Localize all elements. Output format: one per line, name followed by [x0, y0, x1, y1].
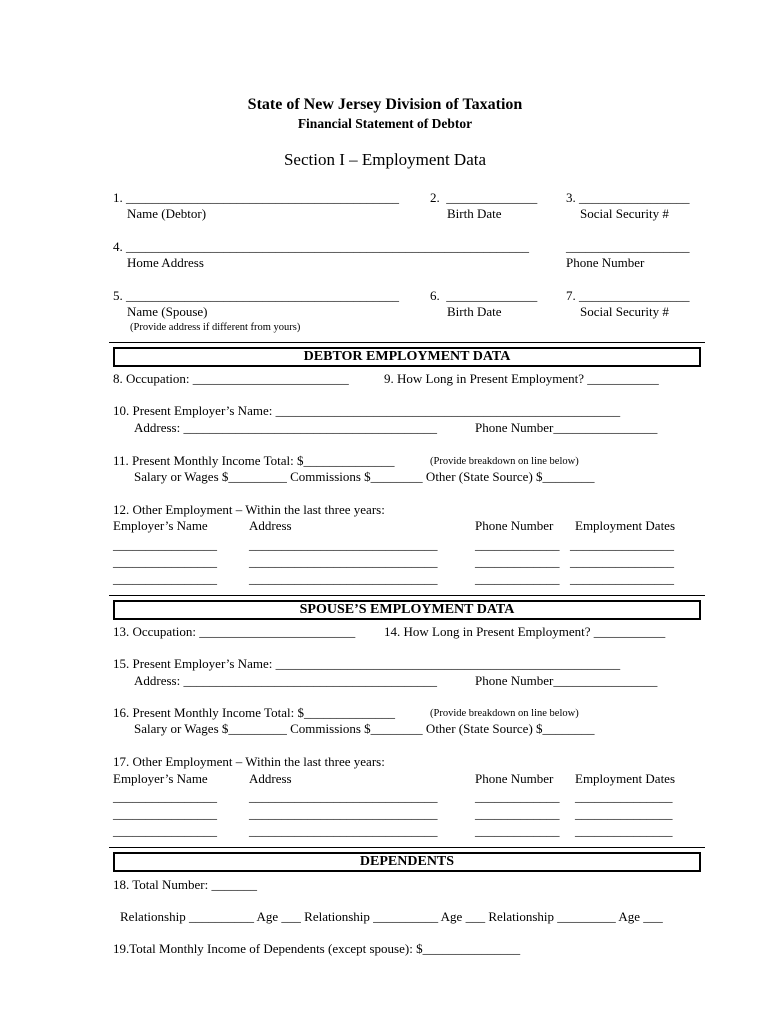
debtor-birth-date-label: Birth Date [447, 206, 502, 221]
debtor-income-note: (Provide breakdown on line below) [430, 456, 579, 467]
spouse-other-phone-blank[interactable]: _____________ [475, 806, 560, 821]
spouse-how-long-field[interactable]: 14. How Long in Present Employment? ___________ [384, 624, 666, 639]
spouse-employer-phone-field[interactable]: Phone Number________________ [475, 673, 658, 688]
section-title: Section I – Employment Data [283, 150, 487, 169]
spouse-employer-address-field[interactable]: Address: _______________________________________ [134, 673, 437, 688]
debtor-income-field[interactable]: 11. Present Monthly Income Total: $______________ [113, 453, 395, 468]
spouse-other-dates-blank[interactable]: _______________ [575, 823, 673, 838]
debtor-name-field[interactable]: 1. __________________________________________ [113, 190, 399, 205]
dependents-banner: DEPENDENTS [113, 852, 701, 872]
spouse-other-employer-blank[interactable]: ________________ [113, 789, 217, 804]
spouse-birth-date-field[interactable]: 6. ______________ [430, 288, 538, 303]
debtor-other-dates-blank[interactable]: ________________ [570, 537, 674, 552]
spouse-name-field[interactable]: 5. __________________________________________ [113, 288, 399, 303]
phone-number-field[interactable]: ___________________ [566, 239, 690, 254]
debtor-name-label: Name (Debtor) [127, 206, 207, 221]
form-title: Financial Statement of Debtor [297, 116, 473, 131]
spouse-income-note: (Provide breakdown on line below) [430, 708, 579, 719]
spouse-address-note: (Provide address if different from yours) [130, 322, 301, 333]
dependents-relationships-row[interactable]: Relationship __________ Age ___ Relationship __________ Age ___ Relationship _________ Age ___ [120, 909, 663, 924]
debtor-ssn-field[interactable]: 3. _________________ [566, 190, 690, 205]
debtor-other-address-blank[interactable]: _____________________________ [249, 571, 438, 586]
col-employment-dates: Employment Dates [575, 518, 676, 533]
col-employer-name: Employer’s Name [113, 518, 208, 533]
spouse-employment-banner: SPOUSE’S EMPLOYMENT DATA [113, 600, 701, 620]
col-phone-number: Phone Number [475, 518, 554, 533]
debtor-employer-address-field[interactable]: Address: _______________________________________ [134, 420, 437, 435]
agency-title: State of New Jersey Division of Taxation [247, 96, 523, 113]
spouse-birth-date-label: Birth Date [447, 304, 502, 319]
spouse-other-dates-blank[interactable]: _______________ [575, 806, 673, 821]
debtor-other-employer-blank[interactable]: ________________ [113, 571, 217, 586]
debtor-other-dates-blank[interactable]: ________________ [570, 554, 674, 569]
spouse-other-address-blank[interactable]: _____________________________ [249, 823, 438, 838]
debtor-other-address-blank[interactable]: _____________________________ [249, 537, 438, 552]
spouse-employer-field[interactable]: 15. Present Employer’s Name: _____________________________________________________ [113, 656, 621, 671]
debtor-other-employment-heading: 12. Other Employment – Within the last three years: [113, 502, 385, 517]
spouse-income-field[interactable]: 16. Present Monthly Income Total: $______________ [113, 705, 395, 720]
debtor-other-phone-blank[interactable]: _____________ [475, 554, 560, 569]
spouse-other-employer-blank[interactable]: ________________ [113, 823, 217, 838]
section-divider [109, 342, 705, 343]
debtor-other-employer-blank[interactable]: ________________ [113, 554, 217, 569]
debtor-other-phone-blank[interactable]: _____________ [475, 537, 560, 552]
debtor-other-dates-blank[interactable]: ________________ [570, 571, 674, 586]
spouse-ssn-field[interactable]: 7. _________________ [566, 288, 690, 303]
col-employer-name: Employer’s Name [113, 771, 208, 786]
home-address-field[interactable]: 4. ______________________________________________________________ [113, 239, 529, 254]
debtor-occupation-field[interactable]: 8. Occupation: ________________________ [113, 371, 349, 386]
col-address: Address [249, 518, 292, 533]
col-employment-dates: Employment Dates [575, 771, 676, 786]
section-divider [109, 595, 705, 596]
spouse-income-breakdown[interactable]: Salary or Wages $_________ Commissions $________ Other (State Source) $________ [134, 721, 595, 736]
spouse-other-phone-blank[interactable]: _____________ [475, 823, 560, 838]
debtor-ssn-label: Social Security # [580, 206, 669, 221]
spouse-other-employer-blank[interactable]: ________________ [113, 806, 217, 821]
col-phone-number: Phone Number [475, 771, 554, 786]
dependents-income-field[interactable]: 19.Total Monthly Income of Dependents (except spouse): $_______________ [113, 941, 521, 956]
col-address: Address [249, 771, 292, 786]
debtor-other-employer-blank[interactable]: ________________ [113, 537, 217, 552]
dependents-total-field[interactable]: 18. Total Number: _______ [113, 877, 258, 892]
spouse-ssn-label: Social Security # [580, 304, 669, 319]
debtor-employment-banner: DEBTOR EMPLOYMENT DATA [113, 347, 701, 367]
home-address-label: Home Address [127, 255, 204, 270]
debtor-other-address-blank[interactable]: _____________________________ [249, 554, 438, 569]
debtor-how-long-field[interactable]: 9. How Long in Present Employment? ___________ [384, 371, 659, 386]
spouse-other-phone-blank[interactable]: _____________ [475, 789, 560, 804]
spouse-other-address-blank[interactable]: _____________________________ [249, 789, 438, 804]
debtor-birth-date-field[interactable]: 2. ______________ [430, 190, 538, 205]
debtor-other-phone-blank[interactable]: _____________ [475, 571, 560, 586]
spouse-occupation-field[interactable]: 13. Occupation: ________________________ [113, 624, 356, 639]
spouse-other-address-blank[interactable]: _____________________________ [249, 806, 438, 821]
spouse-name-label: Name (Spouse) [127, 304, 208, 319]
section-divider [109, 847, 705, 848]
debtor-employer-field[interactable]: 10. Present Employer’s Name: _____________________________________________________ [113, 403, 621, 418]
spouse-other-employment-heading: 17. Other Employment – Within the last three years: [113, 754, 385, 769]
phone-number-label: Phone Number [566, 255, 645, 270]
debtor-income-breakdown[interactable]: Salary or Wages $_________ Commissions $________ Other (State Source) $________ [134, 469, 595, 484]
debtor-employer-phone-field[interactable]: Phone Number________________ [475, 420, 658, 435]
spouse-other-dates-blank[interactable]: _______________ [575, 789, 673, 804]
